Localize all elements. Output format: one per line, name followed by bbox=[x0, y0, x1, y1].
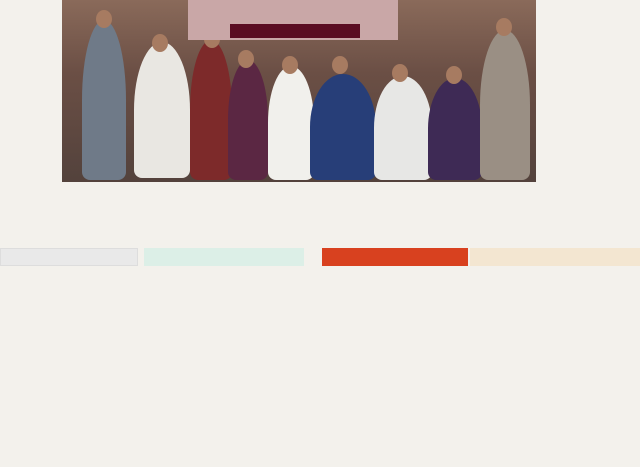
section-header-4 bbox=[470, 248, 640, 266]
banner-subtitle bbox=[230, 24, 360, 38]
section-header-2 bbox=[144, 248, 304, 266]
section-header-3 bbox=[322, 248, 468, 266]
left-column-text bbox=[0, 0, 58, 232]
banner-title bbox=[196, 4, 396, 20]
section-body-1 bbox=[2, 268, 138, 467]
mid-center-text bbox=[226, 216, 346, 238]
section-body-3 bbox=[322, 268, 468, 467]
mid-left-text bbox=[62, 216, 222, 238]
mid-right-text bbox=[350, 216, 536, 238]
prize-list bbox=[470, 268, 640, 467]
right-column-text bbox=[540, 0, 640, 236]
section-body-2 bbox=[144, 268, 314, 467]
photo-caption bbox=[62, 186, 536, 216]
section-header-1 bbox=[0, 248, 138, 266]
